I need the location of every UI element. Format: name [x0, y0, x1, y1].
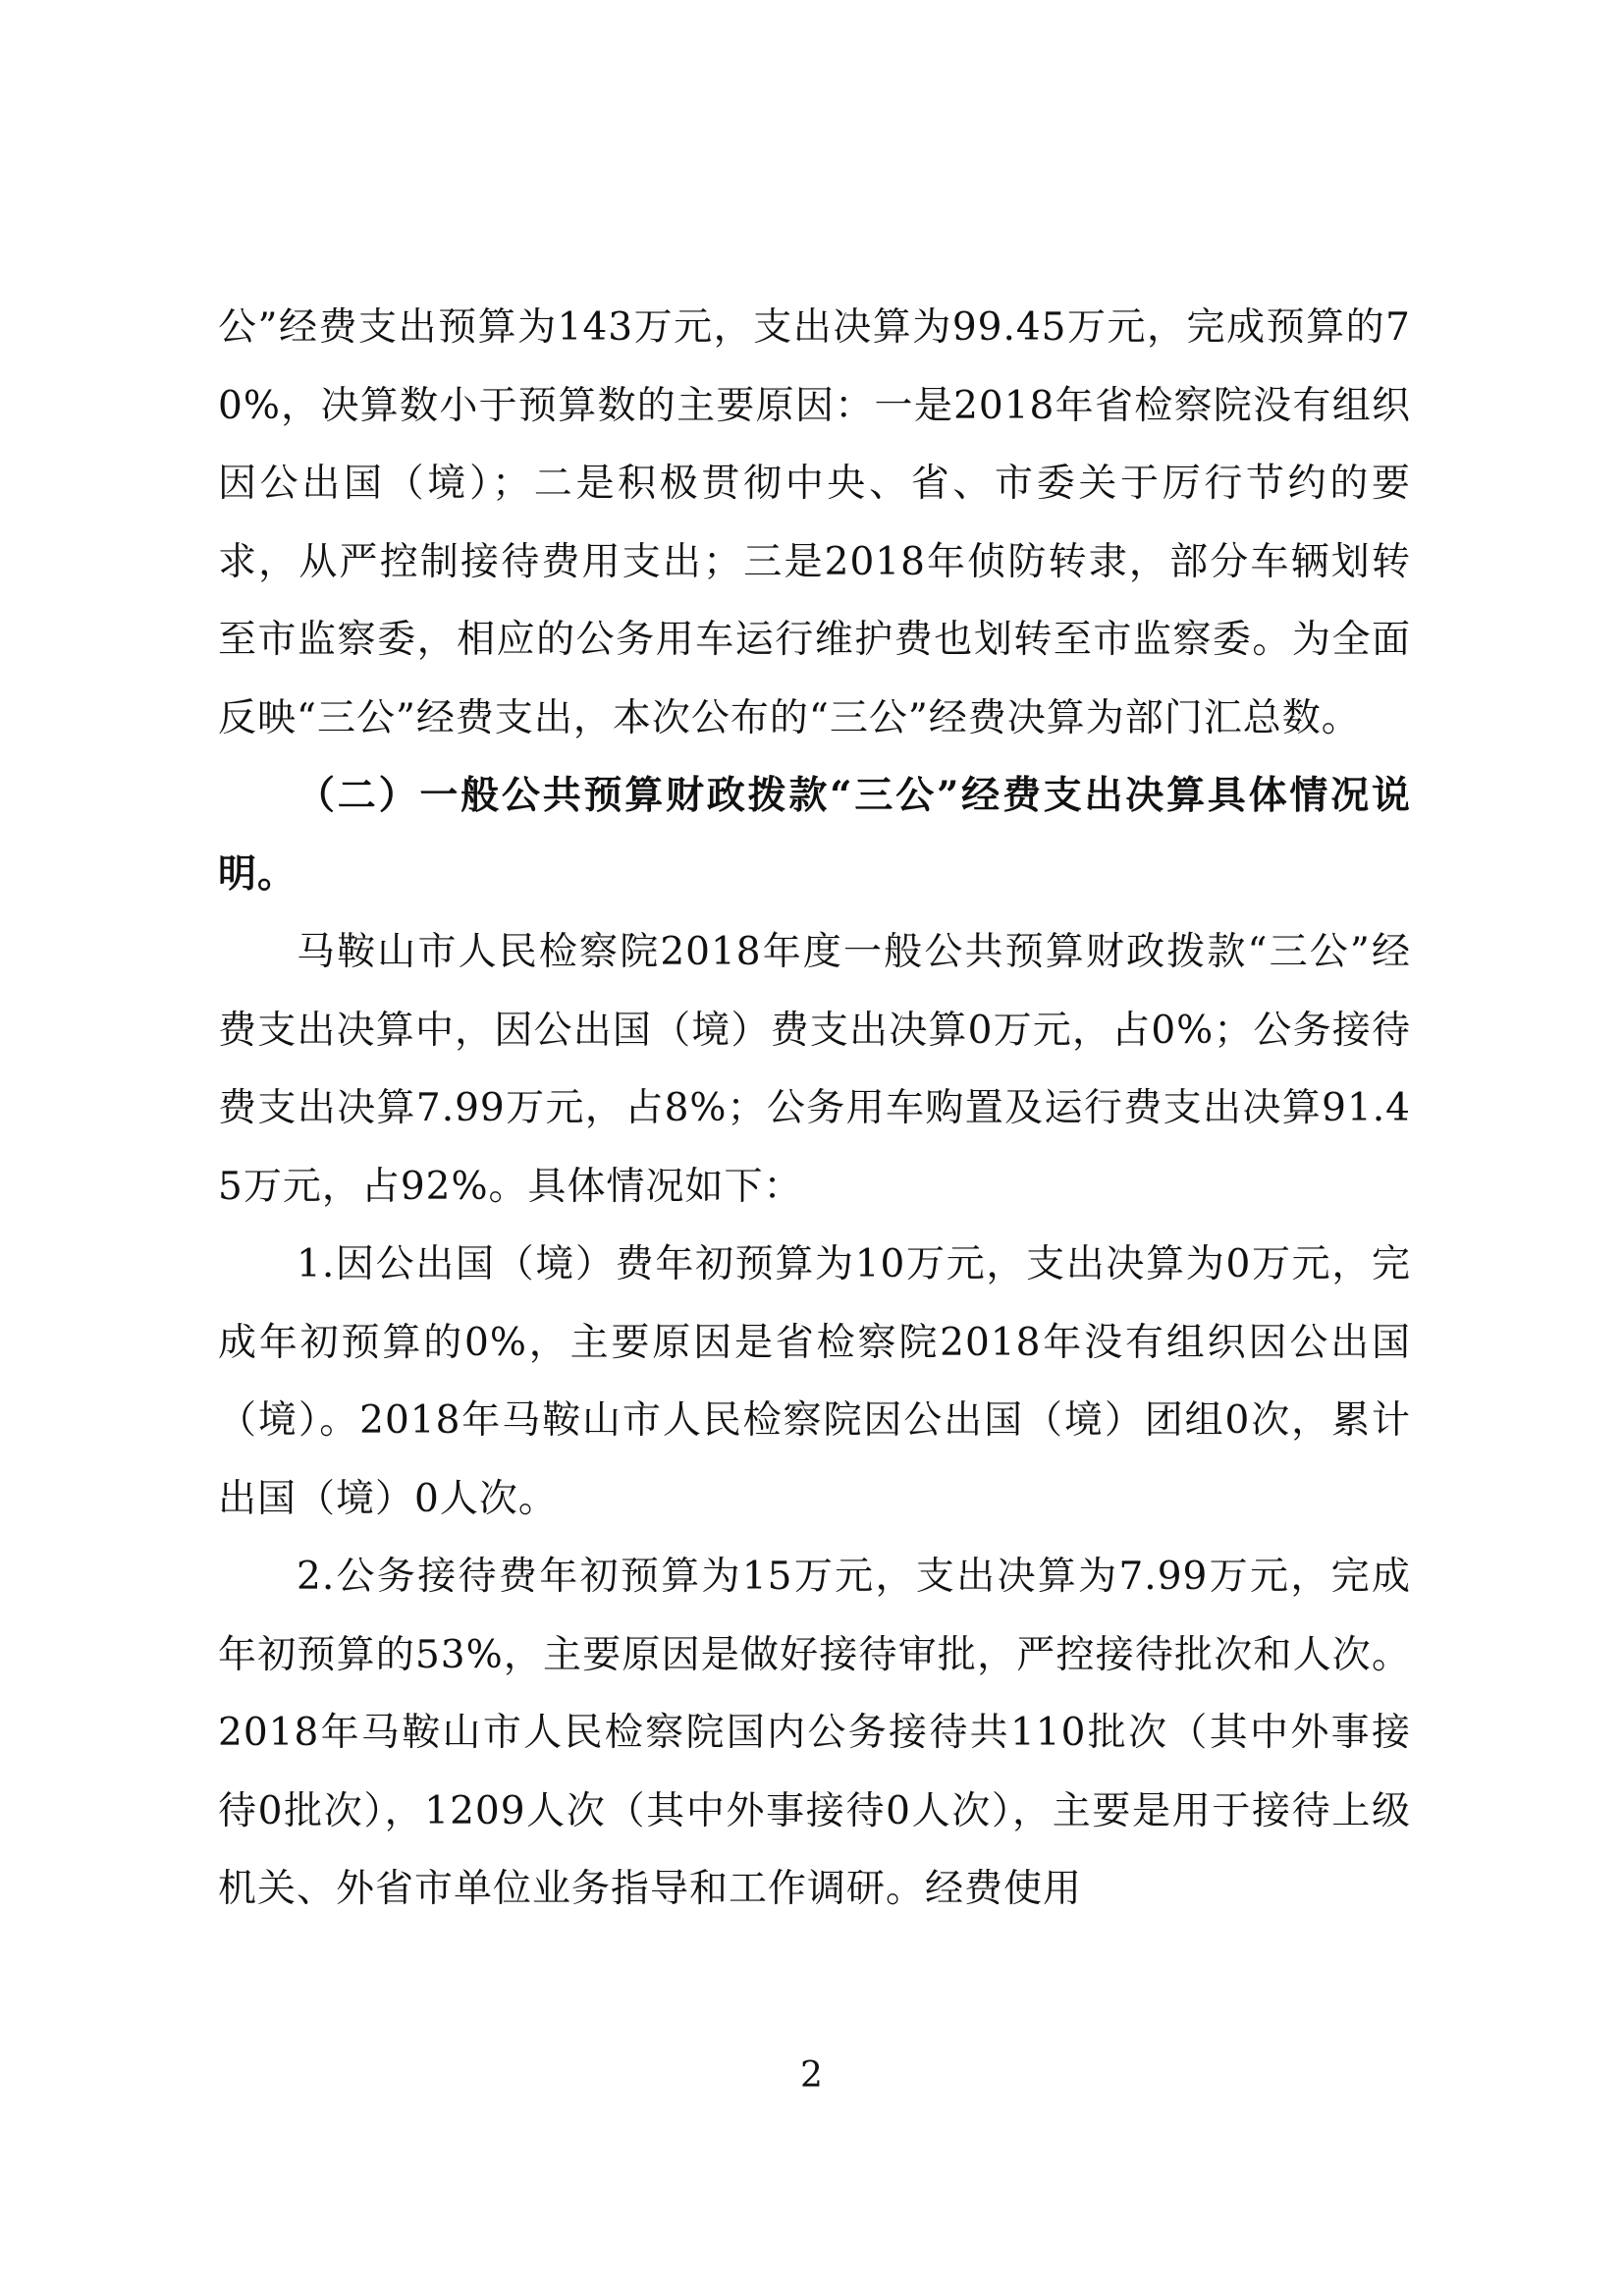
paragraph-overseas-travel: 1.因公出国（境）费年初预算为10万元，支出决算为0万元，完成年初预算的0%，主要原因是省检察院2018年没有组织因公出国（境）。2018年马鞍山市人民检察院因公出国（境）团组0次，累计出国（境）0人次。 [218, 1242, 1411, 1521]
document-body [218, 289, 1411, 1929]
paragraph-official-reception: 2.公务接待费年初预算为15万元，支出决算为7.99万元，完成年初预算的53%，主要原因是做好接待审批，严控接待批次和人次。2018年马鞍山市人民检察院国内公务接待共110批次（其中外事接待0批次），1209人次（其中外事接待0人次），主要是用于接待上级机关、外省市单位业务指导和工作调研。经费使用 [218, 1555, 1411, 1911]
paragraph-budget-summary: 公”经费支出预算为143万元，支出决算为99.45万元，完成预算的70%，决算数小于预算数的主要原因：一是2018年省检察院没有组织因公出国（境）；二是积极贯彻中央、省、市委关于厉行节约的要求，从严控制接待费用支出；三是2018年侦防转隶，部分车辆划转至市监察委，相应的公务用车运行维护费也划转至市监察委。为全面反映“三公”经费支出，本次公布的“三公”经费决算为部门汇总数。 [218, 305, 1411, 740]
section-heading-detail: （二）一般公共预算财政拨款“三公”经费支出决算具体情况说明。 [218, 773, 1411, 897]
paragraph-expenditure-breakdown: 马鞍山市人民检察院2018年度一般公共预算财政拨款“三公”经费支出决算中，因公出国（境）费支出决算0万元，占0%；公务接待费支出决算7.99万元，占8%；公务用车购置及运行费支出决算91.45万元，占92%。具体情况如下： [218, 930, 1411, 1209]
page-number: 2 [800, 2055, 823, 2096]
